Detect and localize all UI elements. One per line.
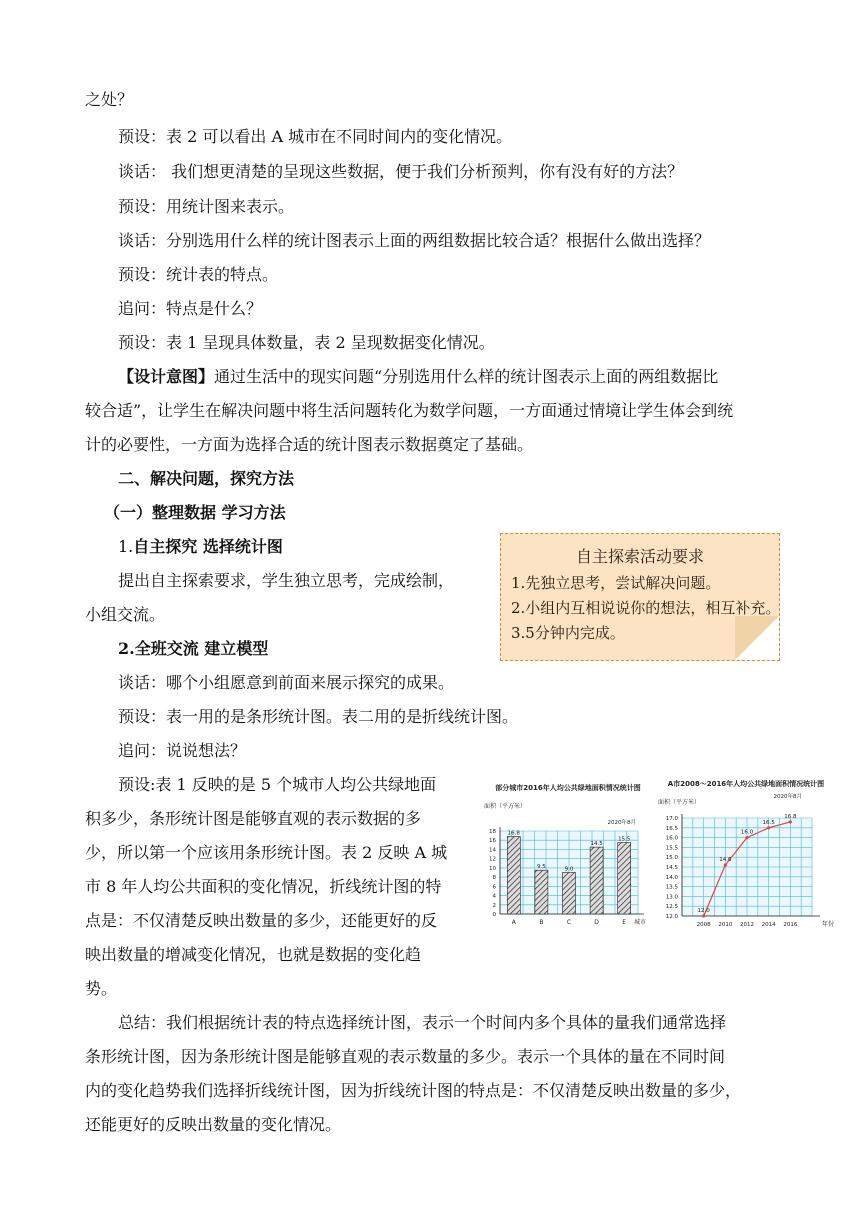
- bar: [507, 837, 520, 914]
- paragraph-line: 预设：表 2 可以看出 A 城市在不同时间内的变化情况。: [118, 127, 513, 146]
- chart-title: 部分城市2016年人均公共绿地面积情况统计图: [495, 784, 641, 792]
- line-chart: [652, 772, 840, 934]
- note-item: 2.小组内互相说说你的想法，相互补充。: [511, 599, 781, 617]
- data-point: [767, 826, 770, 829]
- y-tick-label: 18: [489, 829, 496, 835]
- y-axis-label: 面积（平方米）: [658, 799, 701, 806]
- y-tick-label: 15.0: [665, 855, 678, 862]
- paragraph-line: 积多少，条形统计图是能够直观的表示数据的多: [85, 809, 422, 828]
- paragraph-line: 映出数量的增减变化情况，也就是数据的变化趋: [85, 945, 422, 964]
- section-heading: 二、解决问题，探究方法: [118, 469, 295, 488]
- x-tick-label: 2012: [740, 922, 754, 928]
- x-tick-label: 2008: [696, 922, 711, 928]
- y-tick-label: 16.0: [665, 835, 678, 842]
- design-intent-line: [118, 367, 718, 387]
- design-intent-label: 【设计意图】: [118, 367, 215, 386]
- y-tick-label: 17.0: [665, 816, 678, 822]
- activity-requirements-note: [500, 533, 780, 661]
- subsection-heading: （一）整理数据 学习方法: [104, 503, 286, 522]
- bar: [590, 847, 603, 914]
- bar-chart-svg: [478, 776, 652, 934]
- y-tick-label: 12.0: [665, 914, 678, 920]
- page-curl: [735, 616, 779, 660]
- paragraph-line: 之处？: [85, 90, 134, 109]
- y-tick-label: 14: [489, 847, 496, 854]
- step-title: 自主探究 选择统计图: [133, 537, 283, 556]
- x-tick-label: D: [594, 919, 599, 926]
- data-label: 14.6: [719, 857, 732, 864]
- x-tick-label: B: [539, 919, 544, 926]
- bar: [535, 870, 548, 914]
- paragraph-line: 预设：统计表的特点。: [118, 265, 279, 284]
- y-tick-label: 15.5: [665, 845, 678, 852]
- data-label: 12.0: [697, 908, 710, 914]
- chart-date: 2020年8月: [773, 794, 802, 800]
- x-axis-label: 年份: [821, 921, 834, 928]
- x-axis-label: 城市: [633, 919, 646, 926]
- line-chart-svg: [652, 772, 840, 934]
- bar: [618, 843, 631, 914]
- paragraph-line: 谈话：分别选用什么样的统计图表示上面的两组数据比较合适？根据什么做出选择？: [118, 231, 711, 250]
- paragraph-line: 内的变化趋势我们选择折线统计图，因为折线统计图的特点是：不仅清楚反映出数量的多少，: [85, 1081, 742, 1100]
- chart-title: A市2008～2016年人均公共绿地面积情况统计图: [667, 780, 825, 788]
- paragraph-line: 点是：不仅清楚反映出数量的多少，还能更好的反: [85, 911, 438, 930]
- y-tick-label: 16: [489, 838, 496, 845]
- data-point: [724, 863, 727, 866]
- paragraph-line: 预设:表 1 反映的是 5 个城市人均公共绿地面: [118, 775, 437, 794]
- y-tick-label: 12: [489, 856, 496, 863]
- bar-value-label: 9.5: [537, 864, 546, 871]
- y-axis-label: 面积（平方米）: [484, 803, 527, 810]
- paragraph-line: 势。: [85, 979, 118, 998]
- x-tick-label: 2010: [718, 922, 733, 928]
- y-tick-label: 6: [492, 884, 496, 891]
- bar: [563, 873, 576, 915]
- data-label: 16.5: [762, 819, 775, 826]
- paragraph-line: 条形统计图，因为条形统计图是能够直观的表示数量的多少。表示一个具体的量在不同时间: [85, 1047, 726, 1066]
- paragraph-line: 小组交流。: [85, 605, 166, 624]
- paragraph-line: 少，所以第一个应该用条形统计图。表 2 反映 A 城: [85, 843, 448, 862]
- step-heading: 2.全班交流 建立模型: [118, 639, 269, 658]
- chart-date: 2020年8月: [607, 820, 636, 826]
- y-tick-label: 14.5: [665, 865, 678, 871]
- y-tick-label: 4: [492, 893, 496, 900]
- note-title: 自主探索活动要求: [575, 547, 704, 566]
- bar-value-label: 9.0: [564, 866, 574, 873]
- y-tick-label: 12.5: [665, 904, 678, 911]
- paragraph-line: 计的必要性，一方面为选择合适的统计图表示数据奠定了基础。: [85, 435, 534, 454]
- data-label: 16.0: [740, 829, 754, 836]
- bar-value-label: 15.5: [618, 836, 631, 843]
- x-tick-label: 2014: [761, 922, 776, 928]
- y-tick-label: 8: [492, 875, 496, 882]
- paragraph-line: 谈话： 我们想更清楚的呈现这些数据，便于我们分析预判，你有没有好的方法？: [118, 162, 684, 181]
- bar-value-label: 16.8: [507, 830, 520, 837]
- y-tick-label: 0: [492, 912, 496, 918]
- step-number: 1.: [118, 537, 134, 556]
- paragraph-line: 提出自主探索要求，学生独立思考，完成绘制，: [118, 571, 455, 590]
- x-tick-label: C: [566, 919, 572, 926]
- paragraph-line: 谈话：哪个小组愿意到前面来展示探究的成果。: [118, 673, 455, 692]
- paragraph-line: 追问：说说想法？: [118, 741, 247, 760]
- y-tick-label: 13.5: [665, 884, 678, 891]
- y-tick-label: 16.5: [665, 825, 678, 832]
- paragraph-line: 追问：特点是什么？: [118, 299, 263, 318]
- step-heading: [118, 537, 283, 557]
- data-label: 16.8: [784, 813, 797, 820]
- x-tick-label: A: [511, 919, 516, 926]
- data-point: [789, 820, 792, 823]
- bar-value-label: 14.5: [590, 841, 603, 848]
- y-tick-label: 10: [489, 865, 496, 872]
- paragraph-line: 预设：用统计图来表示。: [118, 197, 295, 216]
- bar-chart: [478, 776, 652, 934]
- paragraph-line: 总结：我们根据统计表的特点选择统计图，表示一个时间内多个具体的量我们通常选择: [118, 1013, 727, 1032]
- design-intent-text: 通过生活中的现实问题“分别选用什么样的统计图表示上面的两组数据比: [214, 367, 719, 386]
- data-point: [745, 836, 748, 839]
- paragraph-line: 预设：表一用的是条形统计图。表二用的是折线统计图。: [118, 707, 519, 726]
- y-tick-label: 14.0: [665, 874, 678, 881]
- paragraph-line: 市 8 年人均公共面积的变化情况，折线统计图的特: [85, 877, 442, 896]
- paragraph-line: 较合适”，让学生在解决问题中将生活问题转化为数学问题，一方面通过情境让学生体会到统: [85, 401, 734, 420]
- x-tick-label: 2016: [783, 922, 798, 928]
- paragraph-line: 预设：表 1 呈现具体数量，表 2 呈现数据变化情况。: [118, 333, 495, 352]
- note-item: 3.5分钟内完成。: [511, 624, 625, 642]
- x-tick-label: E: [622, 919, 627, 926]
- data-point: [702, 914, 705, 917]
- y-tick-label: 13.0: [665, 894, 678, 901]
- note-item: 1.先独立思考，尝试解决问题。: [511, 574, 721, 592]
- paragraph-line: 还能更好的反映出数量的变化情况。: [85, 1115, 342, 1134]
- y-tick-label: 2: [492, 902, 496, 909]
